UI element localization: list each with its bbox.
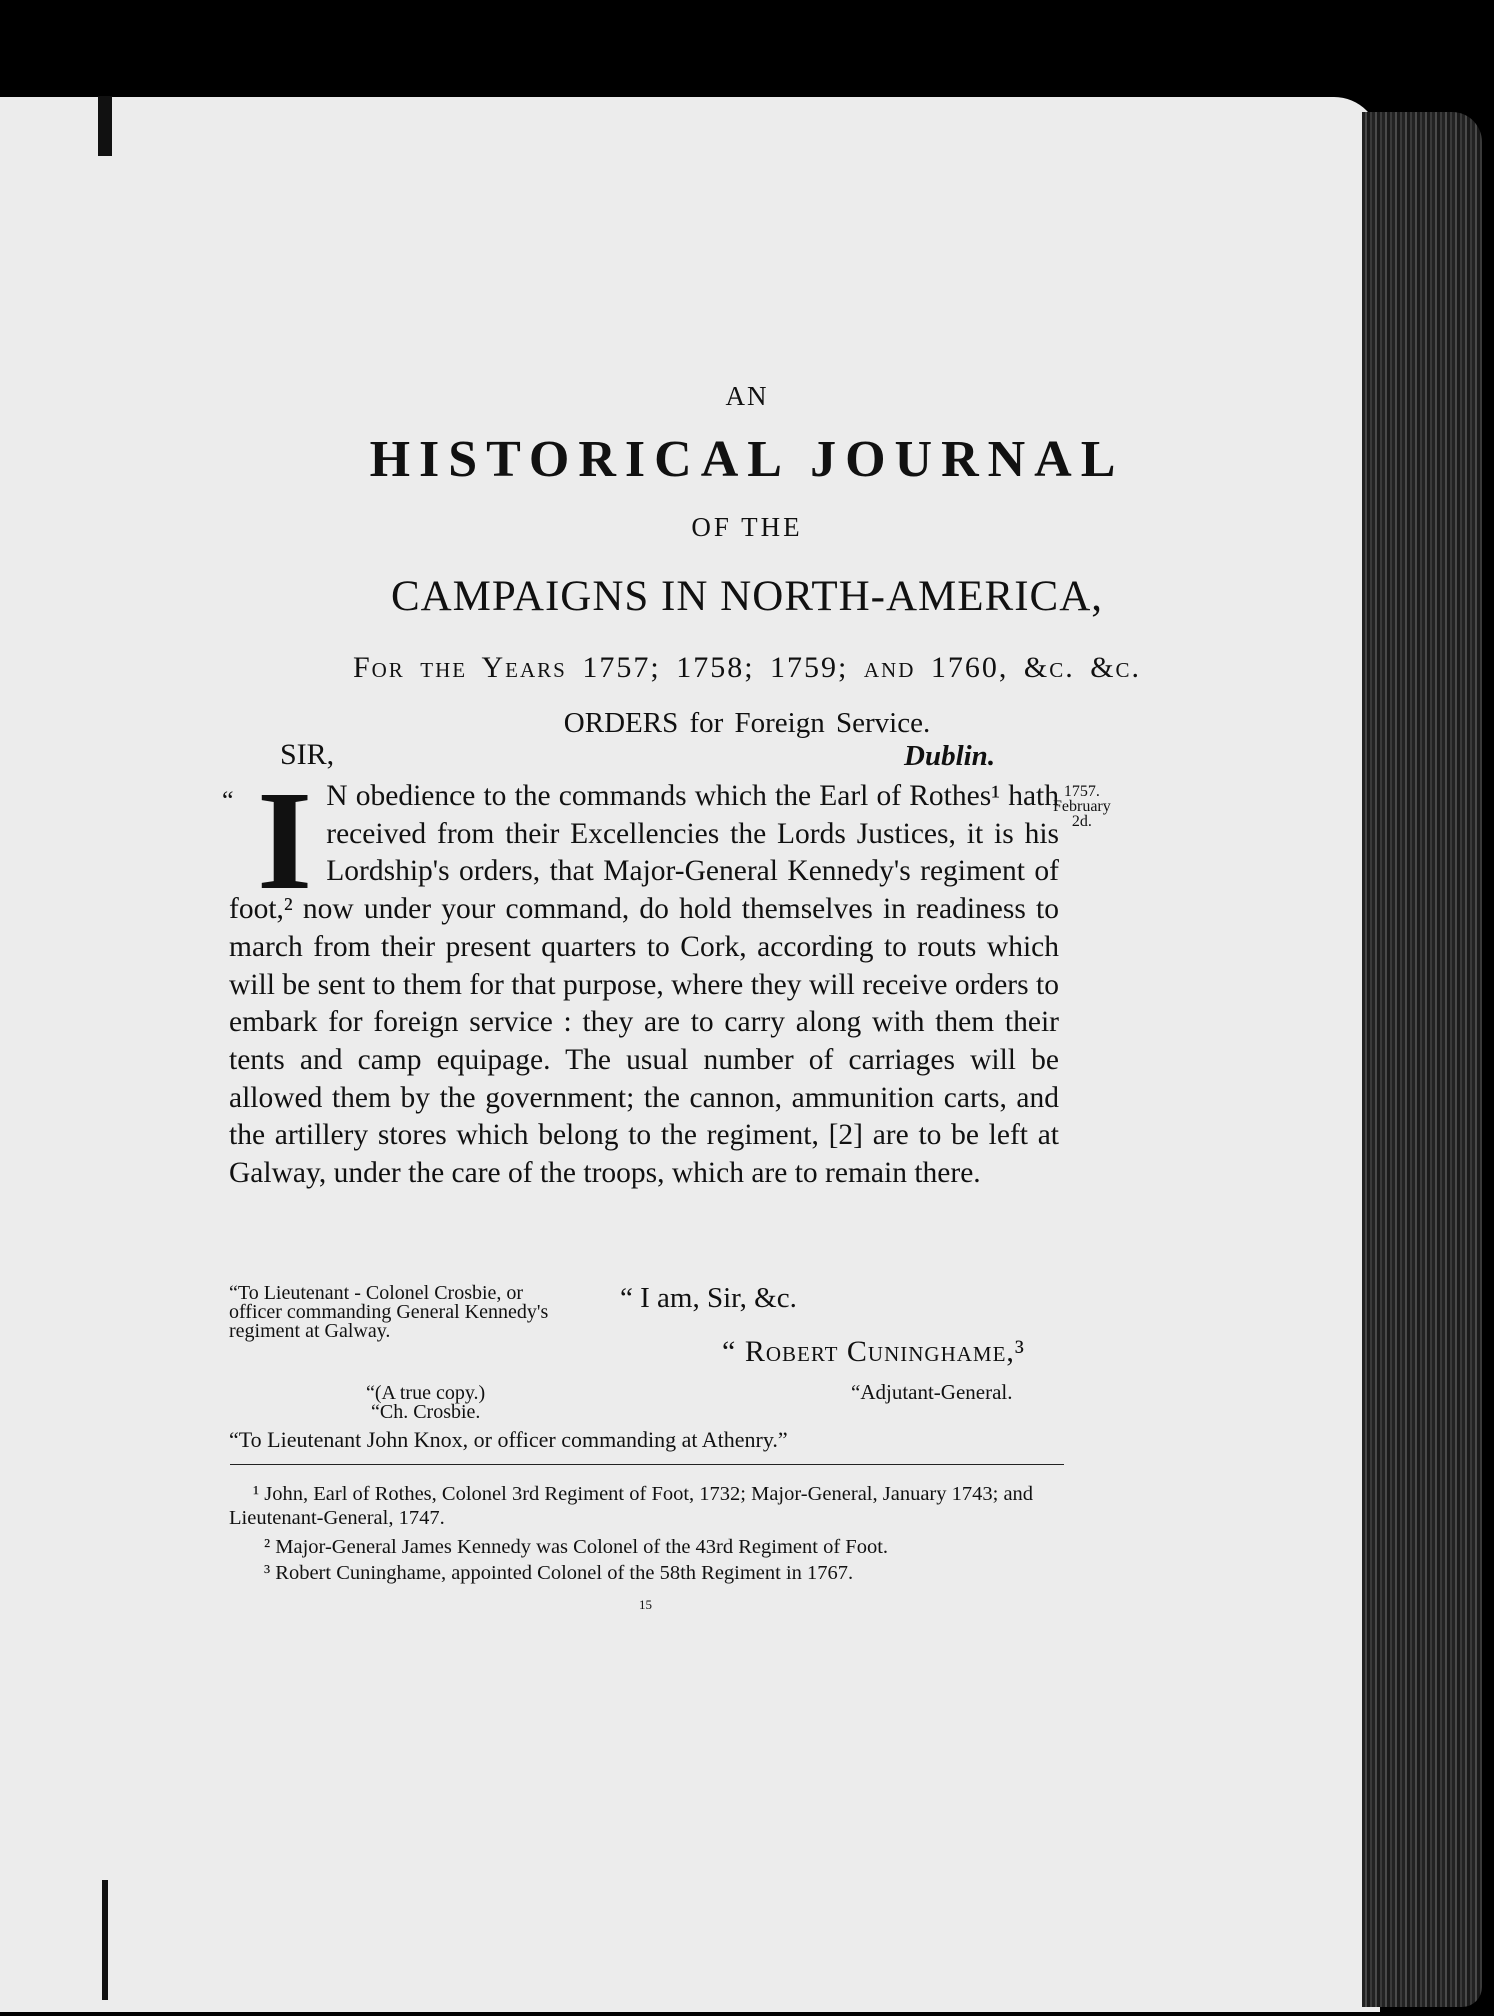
letter-text: N obedience to the commands which the Earl of Rothes¹ hath received from their Excellencies the Lords Justices, it is his Lordship's orders, that Major-General Kennedy's regiment of foot,² now under your command, do hold themselves in readiness to march from their present quarters to Cork, according to routs which will be sent to them for that purpose, where they will receive orders to embark for foreign service : they are to carry along with them their tents and camp equipage. The usual number of carriages will be allowed them by the government; the cannon, ammunition carts, and the artillery stores which belong to the regiment, [2] are to be left at Galway, under the care of the troops, which are to remain there.	[229, 780, 1059, 1190]
addressee-note: “To Lieutenant - Colonel Crosbie, or officer commanding General Kennedy's regiment at Galway.	[229, 1282, 549, 1342]
footnote-1: ¹ John, Earl of Rothes, Colonel 3rd Regiment of Foot, 1732; Major-General, January 1743; and Lieutenant-General, 1747.	[229, 1483, 1034, 1529]
drop-cap: I	[257, 761, 313, 919]
closing: “ I am, Sir, &c.	[620, 1282, 797, 1314]
place-dateline: Dublin.	[904, 740, 996, 772]
signature: “ Robert Cuninghame,³	[722, 1335, 1025, 1368]
title-years: For the Years 1757; 1758; 1759; and 1760, &c. &c.	[352, 651, 1142, 684]
salutation: SIR,	[280, 738, 335, 771]
page-number: 15	[639, 1597, 652, 1612]
title-campaigns: CAMPAIGNS IN NORTH-AMERICA,	[390, 573, 1104, 620]
title-of-the: OF THE	[691, 512, 803, 542]
footnote-2: ² Major-General James Kennedy was Colonel of the 43rd Regiment of Foot.	[264, 1536, 889, 1558]
gutter-mark	[102, 1880, 108, 2000]
binding-mark	[98, 96, 112, 156]
opening-quote: “	[222, 786, 234, 815]
margin-day: 2d.	[1071, 813, 1092, 830]
footnote-rule	[230, 1464, 1064, 1465]
crosbie-signature: “Ch. Crosbie.	[371, 1401, 481, 1423]
knox-line: “To Lieutenant John Knox, or officer commanding at Athenry.”	[229, 1427, 788, 1452]
margin-year: 1757.	[1063, 783, 1100, 800]
title-an: AN	[725, 381, 769, 411]
true-copy: “(A true copy.)	[366, 1382, 486, 1404]
margin-date	[1053, 784, 1111, 829]
margin-month: February	[1053, 798, 1111, 815]
title-main: HISTORICAL JOURNAL	[369, 431, 1125, 488]
footnote-3: ³ Robert Cuninghame, appointed Colonel of the 58th Regiment in 1767.	[264, 1562, 854, 1584]
signature-title: “Adjutant-General.	[851, 1380, 1013, 1404]
orders-heading: ORDERS for Foreign Service.	[563, 707, 931, 739]
letter-body	[229, 761, 1059, 1193]
